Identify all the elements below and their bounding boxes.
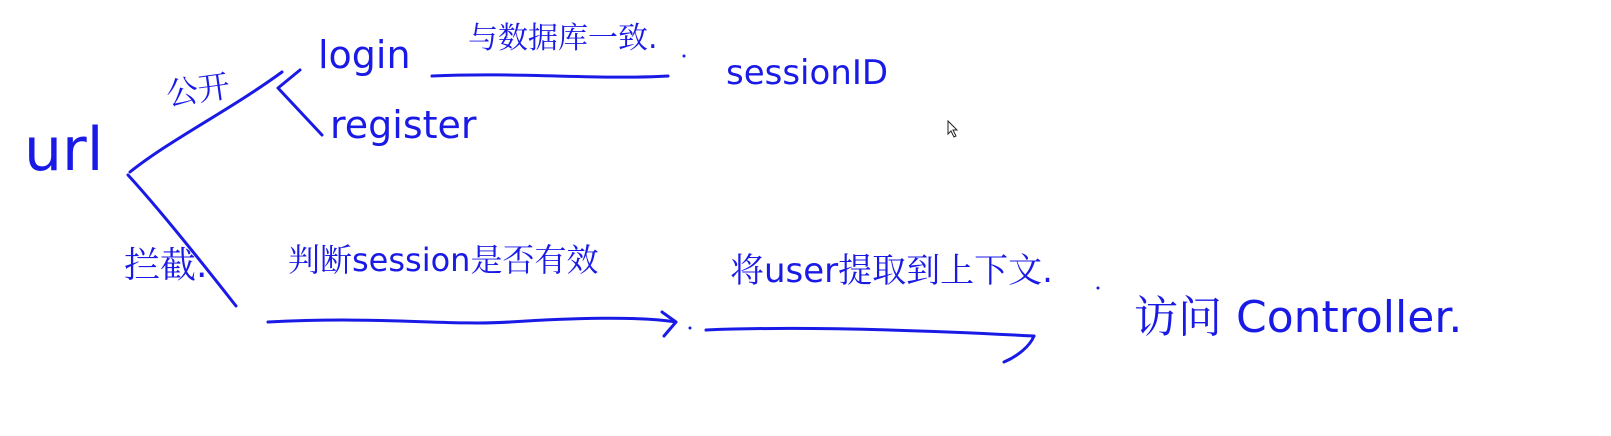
session-id-label: sessionID (726, 53, 889, 93)
arrow-check-session-head (662, 312, 676, 336)
put-user-label: 将user提取到上下文. (730, 251, 1053, 291)
db-consistent-label: 与数据库一致. (468, 21, 658, 56)
arrow-check-session (268, 318, 676, 323)
dot-mark (1097, 287, 1100, 290)
url-label: url (24, 115, 104, 185)
fork-bracket (278, 70, 322, 135)
check-session-label: 判断session是否有效 (288, 241, 599, 279)
dot-mark (689, 327, 692, 330)
register-label: register (330, 103, 477, 147)
login-to-session-line (432, 75, 668, 77)
branch-intercept-line (128, 175, 236, 306)
login-label: login (318, 33, 411, 77)
arrow-put-user (706, 328, 1034, 336)
public-label: 公开 (163, 66, 233, 114)
access-controller-label: 访问 Controller. (1134, 292, 1463, 343)
intercept-label: 拦截. (124, 245, 208, 286)
arrow-put-user-head (1004, 336, 1034, 362)
mouse-cursor-icon (948, 121, 957, 137)
dot-mark (683, 55, 686, 58)
